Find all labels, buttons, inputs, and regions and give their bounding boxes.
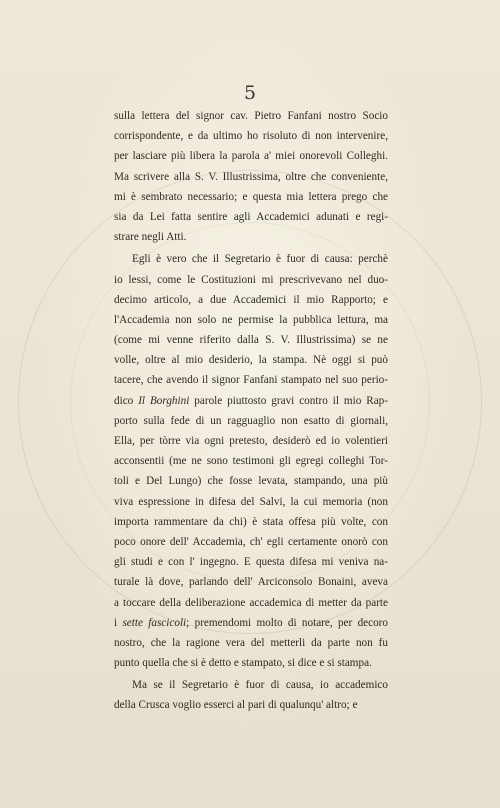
text-line: sulla lettera del signor cav. Pietro Fanfani nostro Socio: [114, 110, 388, 122]
paragraph: [114, 106, 388, 247]
text-line: i sette fascicoli; premendomi molto di notare, per decoro: [114, 616, 389, 629]
body-text: [114, 106, 388, 718]
text-line: a toccare della deliberazione accademica di metter da parte: [114, 596, 388, 609]
text-line: viva espressione in difesa del Salvi, la cui memoria (non: [114, 495, 388, 508]
text-line: volle, oltre al mio desiderio, la stampa. Nè oggi si può: [114, 354, 388, 367]
text-line: Ma scrivere alla S. V. Illustrissima, oltre che conveniente,: [114, 170, 388, 183]
text-line: punto quella che si è detto e stampato, si dice e si stampa.: [114, 657, 372, 670]
text-line: Egli è vero che il Segretario è fuor di causa: perchè: [132, 253, 388, 266]
page-number: 5: [243, 82, 257, 104]
text-line: per lasciare più libera la parola a' miei onorevoli Colleghi.: [114, 150, 388, 163]
text-line: della Crusca voglio esserci al pari di qualunqu' altro; e: [114, 699, 358, 712]
text-line: gli studi e con l' ingegno. E questa difesa mi veniva na-: [114, 556, 388, 569]
paragraph: [114, 675, 388, 715]
text-line: Ella, per tòrre via ogni pretesto, desiderò ed io volentieri: [114, 435, 388, 447]
text-line: turale là dove, parlando dell' Arciconsolo Bonaini, aveva: [114, 576, 388, 589]
text-line: mi è sembrato necessario; e questa mia lettera prego che: [114, 190, 388, 203]
text-line: l'Accademia non solo ne permise la pubblica lettura, ma: [114, 313, 388, 326]
text-line: nostro, che la ragione vera del metterli da parte non fu: [114, 636, 388, 649]
text-line: acconsentii (me ne sono testimoni gli egregi colleghi Tor-: [114, 455, 388, 468]
text-line: io lessi, come le Costituzioni mi prescrivevano nel duo-: [114, 273, 388, 286]
text-line: importa rammentare da chi) è stata offesa più volte, con: [114, 515, 388, 528]
text-line: toli e Del Lungo) che fosse levata, stampando, una più: [114, 475, 388, 488]
text-line: Ma se il Segretario è fuor di causa, io accademico: [132, 679, 388, 692]
text-line: tacere, che avendo il signor Fanfani stampato nel suo perio-: [114, 374, 388, 387]
text-line: (come mi venne riferito dalla S. V. Illustrissima) se ne: [114, 334, 388, 347]
text-line: dico Il Borghini parole piuttosto gravi contro il mio Rap-: [114, 394, 388, 407]
text-line: sia da Lei fatta sentire agli Accademici adunati e regi-: [114, 210, 388, 223]
text-line: poco onore dell' Accademia, ch' egli certamente onorò con: [114, 535, 388, 548]
text-line: decimo articolo, a due Accademici il mio Rapporto; e: [114, 293, 388, 306]
text-line: corrispondente, e da ultimo ho risoluto di non intervenire,: [114, 130, 388, 143]
text-line: porto sulla fede di un ragguaglio non esatto di giornali,: [114, 414, 388, 427]
text-line: strare negli Atti.: [114, 231, 187, 244]
paragraph: [114, 249, 388, 673]
